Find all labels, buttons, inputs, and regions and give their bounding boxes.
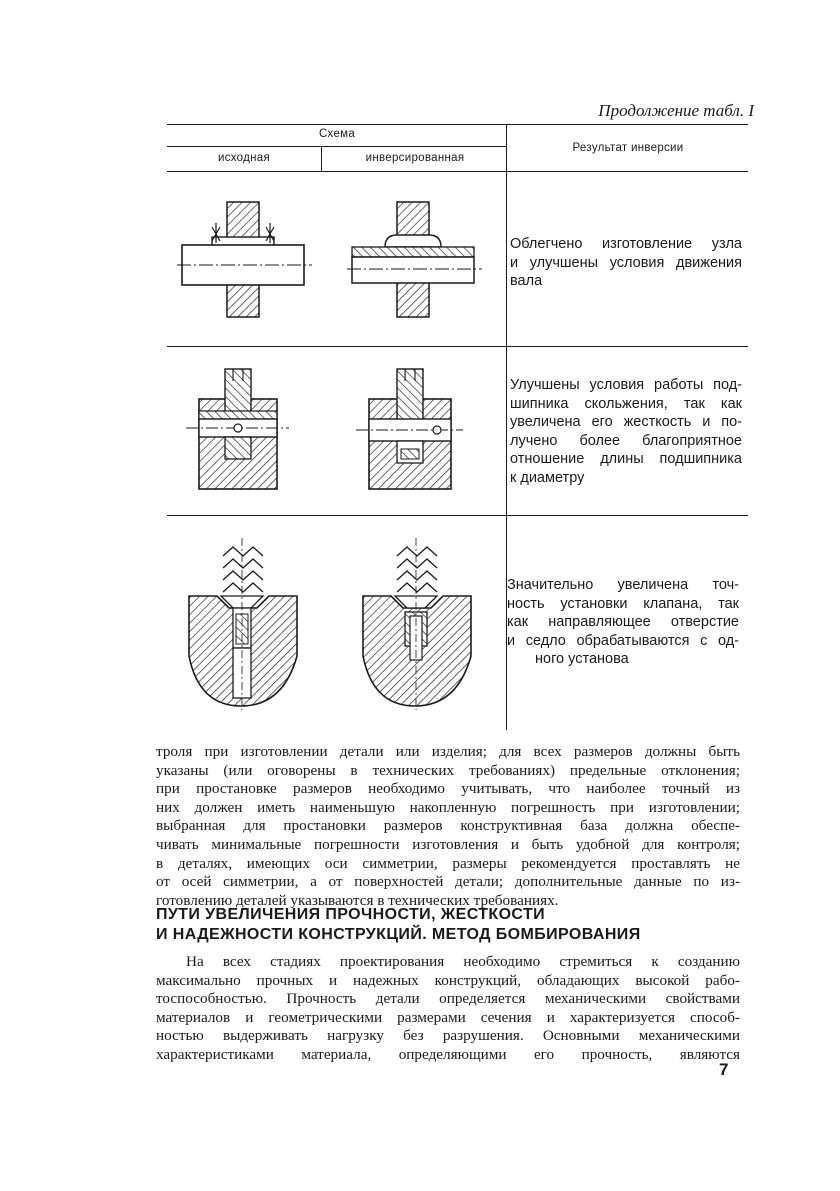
text-line: чивать минимальные погрешности изготовления и быть удобной для контроля; xyxy=(156,835,740,853)
text-line: троля при изготовлении детали или изделия; для всех размеров должны быть xyxy=(156,743,740,760)
result-line: увеличена его жесткость и по- xyxy=(510,414,742,431)
result-line: ность установки клапана, так xyxy=(507,595,739,612)
header-sub-rule xyxy=(167,146,507,147)
header-inverted: инверсированная xyxy=(365,152,465,164)
result-line: ного установа xyxy=(535,651,629,668)
text-line: характеристиками материала, определяющими его прочность, являются xyxy=(156,1045,740,1063)
text-line: при простановке размеров необходимо учитывать, что наиболее точный из xyxy=(156,780,740,798)
result-row-3 xyxy=(507,576,739,669)
header-bottom-rule xyxy=(167,171,748,172)
text-line: На всех стадиях проектирования необходимо стремиться к созданию xyxy=(186,953,740,970)
heading-line: И НАДЕЖНОСТИ КОНСТРУКЦИЙ. МЕТОД БОМБИРОВАНИЯ xyxy=(156,926,641,943)
row-divider-2 xyxy=(167,515,748,516)
result-line: Улучшены условия работы под- xyxy=(510,377,742,393)
table-caption: Продолжение табл. I xyxy=(598,101,754,120)
result-line: отношение длины подшипника xyxy=(510,451,742,468)
text-line: в деталях, имеющих оси симметрии, размеры рекомендуется проставлять не xyxy=(156,854,740,872)
figure-bearing-original xyxy=(181,361,321,501)
paragraph-strength xyxy=(156,953,740,1065)
text-line: готовлению деталей указываются в технических требованиях. xyxy=(156,891,559,909)
heading-line: ПУТИ УВЕЛИЧЕНИЯ ПРОЧНОСТИ, ЖЕСТКОСТИ xyxy=(156,906,546,923)
section-heading xyxy=(156,905,641,945)
page-number: 7 xyxy=(719,1060,729,1079)
text-line: них должен иметь наименьшую накопленную погрешность при изготовлении; xyxy=(156,798,740,816)
row-divider-1 xyxy=(167,346,748,347)
inversion-table xyxy=(167,124,748,730)
paragraph-continuation xyxy=(156,743,740,910)
result-row-1 xyxy=(510,235,742,291)
header-original: исходная xyxy=(217,152,271,164)
figure-shaft-original xyxy=(177,199,317,329)
text-line: указаны (или оговорены в технических требованиях) предельные отклонения; xyxy=(156,761,740,779)
result-line: к диаметру xyxy=(510,469,585,486)
text-line: выбранная для простановки размеров конструктивная база должна обеспе- xyxy=(156,817,740,835)
text-line: материалов и геометрическими размерами сечения и характеризуется способ- xyxy=(156,1008,740,1026)
header-col-divider xyxy=(321,146,322,171)
header-result: Результат инверсии xyxy=(572,142,684,154)
result-row-2 xyxy=(510,376,742,488)
result-line: как направляющее отверстие xyxy=(507,614,739,631)
figure-bearing-inverted xyxy=(353,361,493,501)
text-line: максимально прочных и надежных конструкций, обладающих высокой рабо- xyxy=(156,971,740,989)
figure-valve-original xyxy=(185,534,325,714)
header-scheme: Схема xyxy=(318,128,356,140)
result-line: лучено более благоприятное xyxy=(510,432,742,449)
result-line: и улучшены условия движения xyxy=(510,254,742,271)
text-line: тоспособностью. Прочность детали определяется механическими свойствами xyxy=(156,990,740,1008)
table-top-rule xyxy=(167,124,748,125)
text-line: от осей симметрии, а от поверхностей детали; дополнительные данные по из- xyxy=(156,873,740,891)
figure-valve-inverted xyxy=(359,534,499,714)
result-line: и седло обрабатываются с од- xyxy=(507,632,739,649)
figure-shaft-inverted xyxy=(347,199,487,329)
result-line: шипника скольжения, так как xyxy=(510,395,742,412)
text-line: ностью выдерживать нагрузку без разрушения. Основными механическими xyxy=(156,1027,740,1045)
result-line: Значительно увеличена точ- xyxy=(507,577,739,593)
result-line: вала xyxy=(510,273,543,290)
result-line: Облегчено изготовление узла xyxy=(510,236,742,252)
